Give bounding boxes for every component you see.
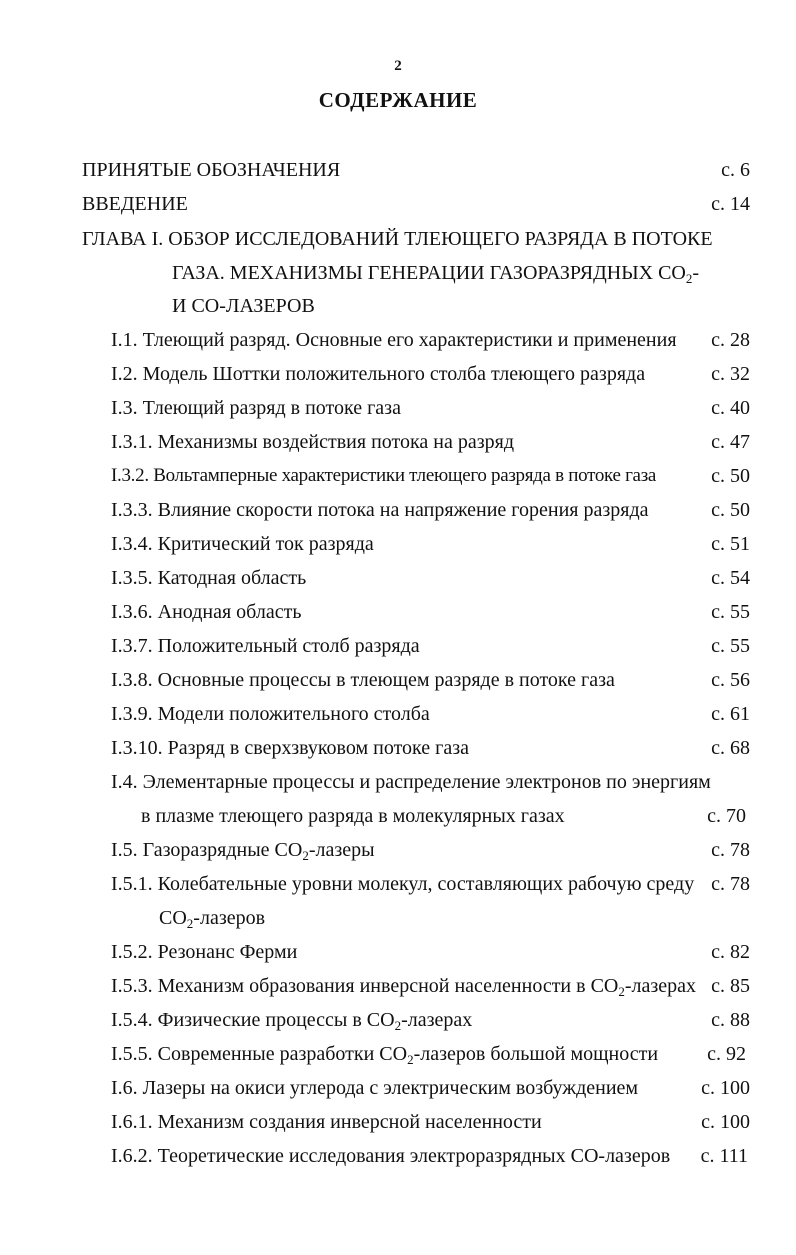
toc-entry-page: с. 54 (711, 567, 750, 589)
toc-entry-page: с. 70 (707, 805, 746, 827)
toc-entry-title: I.3.5. Катодная область (111, 567, 307, 589)
page-title: СОДЕРЖАНИЕ (318, 88, 478, 112)
toc-entry-page: с. 68 (711, 737, 750, 759)
toc-entry-title: I.3.2. Вольтамперные характеристики тлеющего разряда в потоке газа (111, 465, 657, 486)
toc-entry-page: с. 55 (711, 601, 750, 623)
toc-entry-page: с. 6 (721, 159, 750, 181)
toc-entry-title: I.4. Элементарные процессы и распределение электронов по энергиям (111, 771, 711, 793)
toc-entry-title: I.3.4. Критический ток разряда (111, 533, 374, 555)
toc-entry-title: I.3.6. Анодная область (111, 601, 302, 623)
toc-entry-title: I.3.7. Положительный столб разряда (111, 635, 420, 657)
toc-entry-title: I.6.1. Механизм создания инверсной населенности (111, 1111, 542, 1133)
toc-entry-page: с. 78 (711, 873, 750, 895)
toc-entry-page: с. 56 (711, 669, 750, 691)
toc-entry-title: I.3. Тлеющий разряд в потоке газа (111, 397, 401, 419)
toc-entry-page: с. 100 (701, 1111, 750, 1133)
toc-entry-page: с. 50 (711, 465, 750, 487)
toc-entry-title: I.6. Лазеры на окиси углерода с электрическим возбуждением (111, 1077, 639, 1099)
toc-entry-page: с. 40 (711, 397, 750, 419)
toc-entry-title: I.5.1. Колебательные уровни молекул, составляющих рабочую среду (111, 873, 695, 895)
toc-entry-page: с. 47 (711, 431, 750, 453)
toc-entry-page: с. 88 (711, 1009, 750, 1031)
toc-entry-page: с. 61 (711, 703, 750, 725)
toc-entry-page: с. 51 (711, 533, 750, 555)
toc-entry-page: с. 100 (701, 1077, 750, 1099)
toc-entry-page: с. 92 (707, 1043, 746, 1065)
chapter-title-line-3: И СО-ЛАЗЕРОВ (172, 295, 315, 317)
toc-entry-page: с. 78 (711, 839, 750, 861)
toc-entry-title: I.3.9. Модели положительного столба (111, 703, 430, 725)
toc-entry-page: с. 28 (711, 329, 750, 351)
toc-entry-page: с. 50 (711, 499, 750, 521)
toc-entry-page: с. 55 (711, 635, 750, 657)
toc-entry-title-continued: в плазме тлеющего разряда в молекулярных газах (141, 805, 565, 827)
page-number: 2 (394, 58, 402, 74)
toc-entry-title: I.3.3. Влияние скорости потока на напряжение горения разряда (111, 499, 649, 521)
toc-entry-page: с. 82 (711, 941, 750, 963)
toc-entry-title: I.5.4. Физические процессы в $СО_2$-лазерах (111, 1009, 473, 1033)
toc-entry-title: I.6.2. Теоретические исследования электроразрядных СО-лазеров (111, 1145, 671, 1167)
chapter-title-line-1: ГЛАВА I. ОБЗОР ИССЛЕДОВАНИЙ ТЛЕЮЩЕГО РАЗРЯДА В ПОТОКЕ (82, 228, 713, 250)
toc-entry-title: I.5.5. Современные разработки $СО_2$-лазеров большой мощности (111, 1043, 659, 1067)
toc-entry-title: I.3.8. Основные процессы в тлеющем разряде в потоке газа (111, 669, 615, 691)
toc-entry-title: ВВЕДЕНИЕ (82, 193, 188, 215)
toc-entry-page: с. 111 (700, 1145, 748, 1167)
chapter-title-line-2: ГАЗА. МЕХАНИЗМЫ ГЕНЕРАЦИИ ГАЗОРАЗРЯДНЫХ $СО_2-$ (172, 262, 700, 286)
toc-entry-page: с. 14 (711, 193, 750, 215)
toc-entry-title: I.1. Тлеющий разряд. Основные его характеристики и применения (111, 329, 677, 351)
toc-entry-title: I.2. Модель Шоттки положительного столба тлеющего разряда (111, 363, 646, 385)
toc-entry-title: I.5.2. Резонанс Ферми (111, 941, 298, 963)
toc-entry-title: ПРИНЯТЫЕ ОБОЗНАЧЕНИЯ (82, 159, 341, 181)
toc-entry-title-continued: $СО_2$-лазеров (159, 907, 266, 931)
toc-entry-page: с. 85 (711, 975, 750, 997)
toc-entry-title: I.3.1. Механизмы воздействия потока на разряд (111, 431, 515, 453)
toc-entry-title: I.3.10. Разряд в сверхзвуковом потоке газа (111, 737, 470, 759)
toc-entry-page: с. 32 (711, 363, 750, 385)
toc-entry-title: I.5.3. Механизм образования инверсной населенности в $СО_2$-лазерах (111, 975, 697, 999)
toc-entry-title: I.5. Газоразрядные $СО_2$-лазеры (111, 839, 375, 863)
